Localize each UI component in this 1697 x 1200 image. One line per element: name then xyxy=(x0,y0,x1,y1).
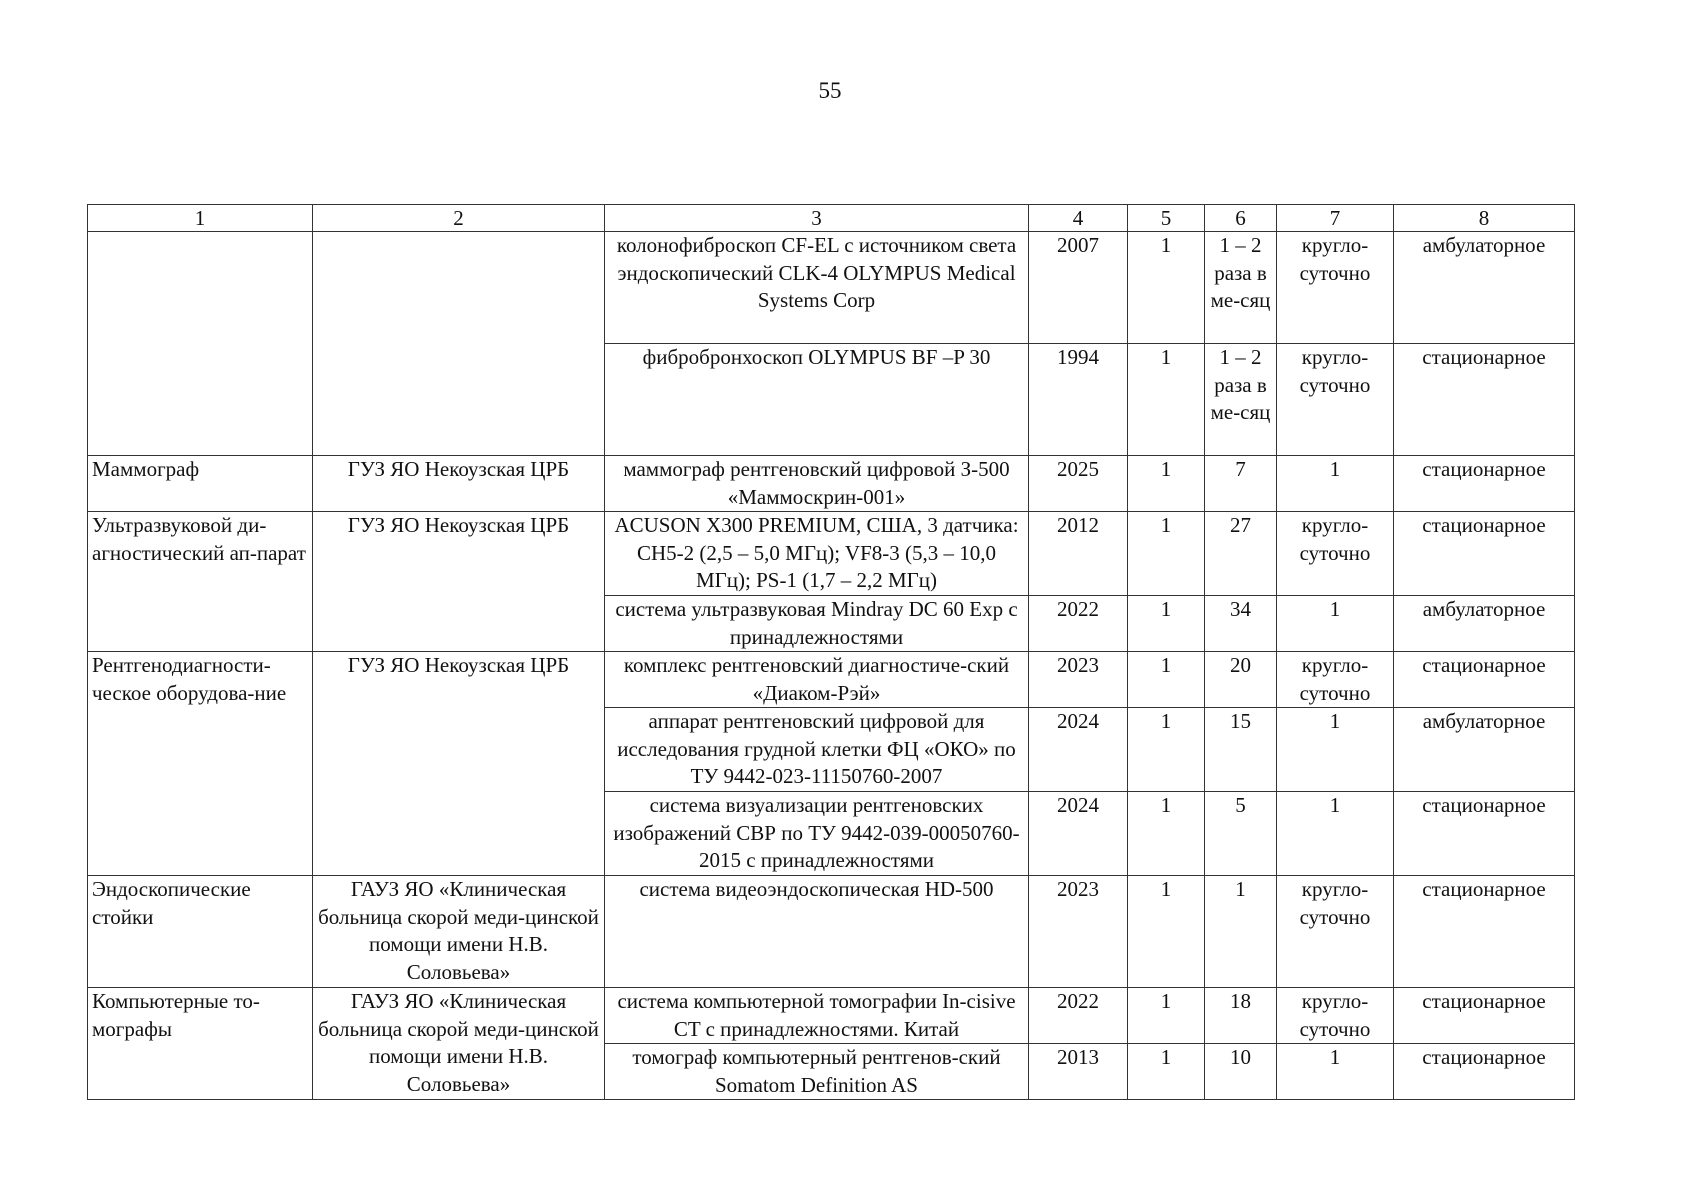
organization-cell: ГУЗ ЯО Некоузская ЦРБ xyxy=(313,512,605,652)
equipment-table xyxy=(87,204,1575,1100)
load-cell: 15 xyxy=(1205,708,1277,792)
mode-cell: кругло-суточно xyxy=(1277,344,1394,456)
col-header: 1 xyxy=(88,205,313,232)
care-type-cell: стационарное xyxy=(1394,456,1575,512)
table-row xyxy=(88,512,1575,596)
year-cell: 2007 xyxy=(1029,232,1128,344)
care-type-cell: амбулаторное xyxy=(1394,596,1575,652)
year-cell: 2013 xyxy=(1029,1044,1128,1100)
load-cell: 1 – 2 раза в ме-сяц xyxy=(1205,232,1277,344)
table-row xyxy=(88,232,1575,344)
year-cell: 2012 xyxy=(1029,512,1128,596)
table-row xyxy=(88,456,1575,512)
mode-cell: 1 xyxy=(1277,708,1394,792)
quantity-cell: 1 xyxy=(1128,988,1205,1044)
quantity-cell: 1 xyxy=(1128,792,1205,876)
mode-cell: кругло-суточно xyxy=(1277,232,1394,344)
equipment-model-cell: система ультразвуковая Mindray DC 60 Exp с принадлежностями xyxy=(605,596,1029,652)
mode-cell: кругло-суточно xyxy=(1277,988,1394,1044)
care-type-cell: амбулаторное xyxy=(1394,232,1575,344)
mode-cell: 1 xyxy=(1277,792,1394,876)
mode-cell: кругло-суточно xyxy=(1277,512,1394,596)
care-type-cell: стационарное xyxy=(1394,512,1575,596)
equipment-type-cell xyxy=(88,232,313,456)
mode-cell: кругло-суточно xyxy=(1277,876,1394,988)
load-cell: 1 – 2 раза в ме-сяц xyxy=(1205,344,1277,456)
equipment-model-cell: комплекс рентгеновский диагностиче-ский «Диаком-Рэй» xyxy=(605,652,1029,708)
col-header: 6 xyxy=(1205,205,1277,232)
mode-cell: 1 xyxy=(1277,596,1394,652)
equipment-model-cell: система компьютерной томографии In-cisive CT с принадлежностями. Китай xyxy=(605,988,1029,1044)
care-type-cell: амбулаторное xyxy=(1394,708,1575,792)
equipment-model-cell: томограф компьютерный рентгенов-ский Somatom Definition AS xyxy=(605,1044,1029,1100)
year-cell: 2025 xyxy=(1029,456,1128,512)
col-header: 7 xyxy=(1277,205,1394,232)
equipment-model-cell: система видеоэндоскопическая HD-500 xyxy=(605,876,1029,988)
quantity-cell: 1 xyxy=(1128,232,1205,344)
load-cell: 5 xyxy=(1205,792,1277,876)
care-type-cell: стационарное xyxy=(1394,652,1575,708)
load-cell: 10 xyxy=(1205,1044,1277,1100)
year-cell: 1994 xyxy=(1029,344,1128,456)
quantity-cell: 1 xyxy=(1128,456,1205,512)
mode-cell: 1 xyxy=(1277,456,1394,512)
organization-cell: ГАУЗ ЯО «Клиническая больница скорой меди-цинской помощи имени Н.В. Соловьева» xyxy=(313,876,605,988)
year-cell: 2023 xyxy=(1029,876,1128,988)
equipment-type-cell: Ультразвуковой ди-агностический ап-парат xyxy=(88,512,313,652)
col-header: 5 xyxy=(1128,205,1205,232)
year-cell: 2024 xyxy=(1029,708,1128,792)
equipment-model-cell: маммограф рентгеновский цифровой З-500 «Маммоскрин-001» xyxy=(605,456,1029,512)
year-cell: 2023 xyxy=(1029,652,1128,708)
load-cell: 20 xyxy=(1205,652,1277,708)
table-row xyxy=(88,988,1575,1044)
care-type-cell: стационарное xyxy=(1394,1044,1575,1100)
table-row xyxy=(88,652,1575,708)
organization-cell: ГАУЗ ЯО «Клиническая больница скорой меди-цинской помощи имени Н.В. Соловьева» xyxy=(313,988,605,1100)
year-cell: 2022 xyxy=(1029,596,1128,652)
equipment-type-cell: Компьютерные то-мографы xyxy=(88,988,313,1100)
quantity-cell: 1 xyxy=(1128,876,1205,988)
equipment-model-cell: ACUSON X300 PREMIUM, США, 3 датчика: CH5-2 (2,5 – 5,0 МГц); VF8-3 (5,3 – 10,0 МГц); PS-1 (1,7 – 2,2 МГц) xyxy=(605,512,1029,596)
load-cell: 1 xyxy=(1205,876,1277,988)
col-header: 3 xyxy=(605,205,1029,232)
organization-cell: ГУЗ ЯО Некоузская ЦРБ xyxy=(313,456,605,512)
quantity-cell: 1 xyxy=(1128,652,1205,708)
page-number: 55 xyxy=(818,78,842,103)
equipment-model-cell: система визуализации рентгеновских изображений СВР по ТУ 9442-039-00050760-2015 с принадлежностями xyxy=(605,792,1029,876)
mode-cell: кругло-суточно xyxy=(1277,652,1394,708)
organization-cell: ГУЗ ЯО Некоузская ЦРБ xyxy=(313,652,605,876)
quantity-cell: 1 xyxy=(1128,1044,1205,1100)
col-header: 4 xyxy=(1029,205,1128,232)
quantity-cell: 1 xyxy=(1128,596,1205,652)
care-type-cell: стационарное xyxy=(1394,876,1575,988)
header-row xyxy=(88,205,1575,232)
year-cell: 2024 xyxy=(1029,792,1128,876)
equipment-model-cell: фибробронхоскоп OLYMPUS BF –P 30 xyxy=(605,344,1029,456)
load-cell: 27 xyxy=(1205,512,1277,596)
equipment-model-cell: колонофиброскоп CF-EL с источником света эндоскопический CLK-4 OLYMPUS Medical Systems Corp xyxy=(605,232,1029,344)
care-type-cell: стационарное xyxy=(1394,792,1575,876)
load-cell: 18 xyxy=(1205,988,1277,1044)
care-type-cell: стационарное xyxy=(1394,988,1575,1044)
organization-cell xyxy=(313,232,605,456)
quantity-cell: 1 xyxy=(1128,512,1205,596)
equipment-model-cell: аппарат рентгеновский цифровой для исследования грудной клетки ФЦ «ОКО» по ТУ 9442-023-11150760-2007 xyxy=(605,708,1029,792)
quantity-cell: 1 xyxy=(1128,344,1205,456)
mode-cell: 1 xyxy=(1277,1044,1394,1100)
load-cell: 7 xyxy=(1205,456,1277,512)
col-header: 2 xyxy=(313,205,605,232)
year-cell: 2022 xyxy=(1029,988,1128,1044)
table-row xyxy=(88,876,1575,988)
quantity-cell: 1 xyxy=(1128,708,1205,792)
equipment-type-cell: Маммограф xyxy=(88,456,313,512)
col-header: 8 xyxy=(1394,205,1575,232)
care-type-cell: стационарное xyxy=(1394,344,1575,456)
equipment-type-cell: Эндоскопические стойки xyxy=(88,876,313,988)
equipment-type-cell: Рентгенодиагности-ческое оборудова-ние xyxy=(88,652,313,876)
load-cell: 34 xyxy=(1205,596,1277,652)
